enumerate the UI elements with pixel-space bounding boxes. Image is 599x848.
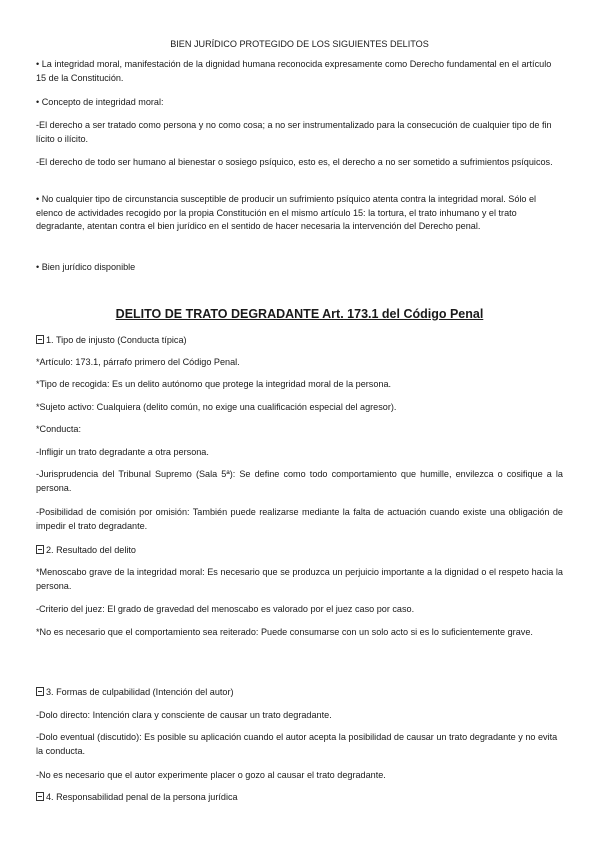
section-1-heading bbox=[36, 334, 563, 348]
section-2-paragraph-3: *No es necesario que el comportamiento sea reiterado: Puede consumarse con un solo acto si es lo suficientemente grave. bbox=[36, 627, 533, 637]
section-2-heading bbox=[36, 544, 563, 558]
main-title: DELITO DE TRATO DEGRADANTE Art. 173.1 del Código Penal bbox=[115, 307, 484, 321]
checkbox-bullet-icon bbox=[36, 335, 44, 344]
intro-paragraph-6: • Bien jurídico disponible bbox=[36, 262, 136, 272]
section-3-paragraph-2: -Dolo eventual (discutido): Es posible su aplicación cuando el autor acepta la posibilidad de causar un trato degradante y no evita la conducta. bbox=[36, 732, 558, 756]
checkbox-bullet-icon bbox=[36, 545, 44, 554]
section-4-heading bbox=[36, 791, 563, 805]
section-2-paragraph-1: *Menoscabo grave de la integridad moral: Es necesario que se produzca un perjuicio importante a la dignidad o el respeto hacia la persona. bbox=[36, 567, 563, 591]
section-2-paragraph-2: -Criterio del juez: El grado de gravedad del menoscabo es valorado por el juez caso por caso. bbox=[36, 604, 415, 614]
section-3-heading-text: 3. Formas de culpabilidad (Intención del autor) bbox=[46, 687, 234, 697]
intro-paragraph-5: • No cualquier tipo de circunstancia susceptible de producir un sufrimiento psíquico atenta contra la integridad moral. Sólo el elenco de actividades recogido por la propia Constitución en el mismo artículo 15: la tortura, el trato inhumano y el trato degradante, atentan contra el bien jurídico en el sentido de hacer necesaria la intervención del Derecho penal. bbox=[36, 194, 537, 231]
section-2-heading-text: 2. Resultado del delito bbox=[46, 545, 136, 555]
checkbox-bullet-icon bbox=[36, 792, 44, 801]
intro-paragraph-2: • Concepto de integridad moral: bbox=[36, 97, 164, 107]
section-4-heading-text: 4. Responsabilidad penal de la persona jurídica bbox=[46, 792, 238, 802]
section-1-paragraph-3: *Sujeto activo: Cualquiera (delito común, no exige una cualificación especial del agresor). bbox=[36, 402, 397, 412]
intro-paragraph-4: -El derecho de todo ser humano al bienestar o sosiego psíquico, esto es, el derecho a no ser sometido a sufrimientos psíquicos. bbox=[36, 157, 553, 167]
checkbox-bullet-icon bbox=[36, 687, 44, 696]
section-1-paragraph-6: -Jurisprudencia del Tribunal Supremo (Sala 5ª): Se define como todo comportamiento que humille, envilezca o cosifique a la persona. bbox=[36, 469, 563, 493]
section-1-paragraph-1: *Artículo: 173.1, párrafo primero del Código Penal. bbox=[36, 357, 240, 367]
document-heading: BIEN JURÍDICO PROTEGIDO DE LOS SIGUIENTES DELITOS bbox=[170, 39, 429, 49]
section-3-paragraph-3: -No es necesario que el autor experimente placer o gozo al causar el trato degradante. bbox=[36, 770, 386, 780]
intro-paragraph-3: -El derecho a ser tratado como persona y no como cosa; a no ser instrumentalizado para la consecución de cualquier tipo de fin lícito o ilícito. bbox=[36, 120, 552, 144]
intro-paragraph-1: • La integridad moral, manifestación de la dignidad humana reconocida expresamente como Derecho fundamental en el artículo 15 de la Constitución. bbox=[36, 59, 552, 83]
section-1-heading-text: 1. Tipo de injusto (Conducta típica) bbox=[46, 335, 187, 345]
section-3-heading bbox=[36, 686, 563, 700]
section-1-paragraph-5: -Infligir un trato degradante a otra persona. bbox=[36, 447, 209, 457]
section-3-paragraph-1: -Dolo directo: Intención clara y consciente de causar un trato degradante. bbox=[36, 710, 332, 720]
section-1-paragraph-7: -Posibilidad de comisión por omisión: También puede realizarse mediante la falta de actuación cuando existe una obligación de impedir el trato degradante. bbox=[36, 507, 563, 531]
section-1-paragraph-4: *Conducta: bbox=[36, 424, 81, 434]
section-1-paragraph-2: *Tipo de recogida: Es un delito autónomo que protege la integridad moral de la persona. bbox=[36, 379, 392, 389]
